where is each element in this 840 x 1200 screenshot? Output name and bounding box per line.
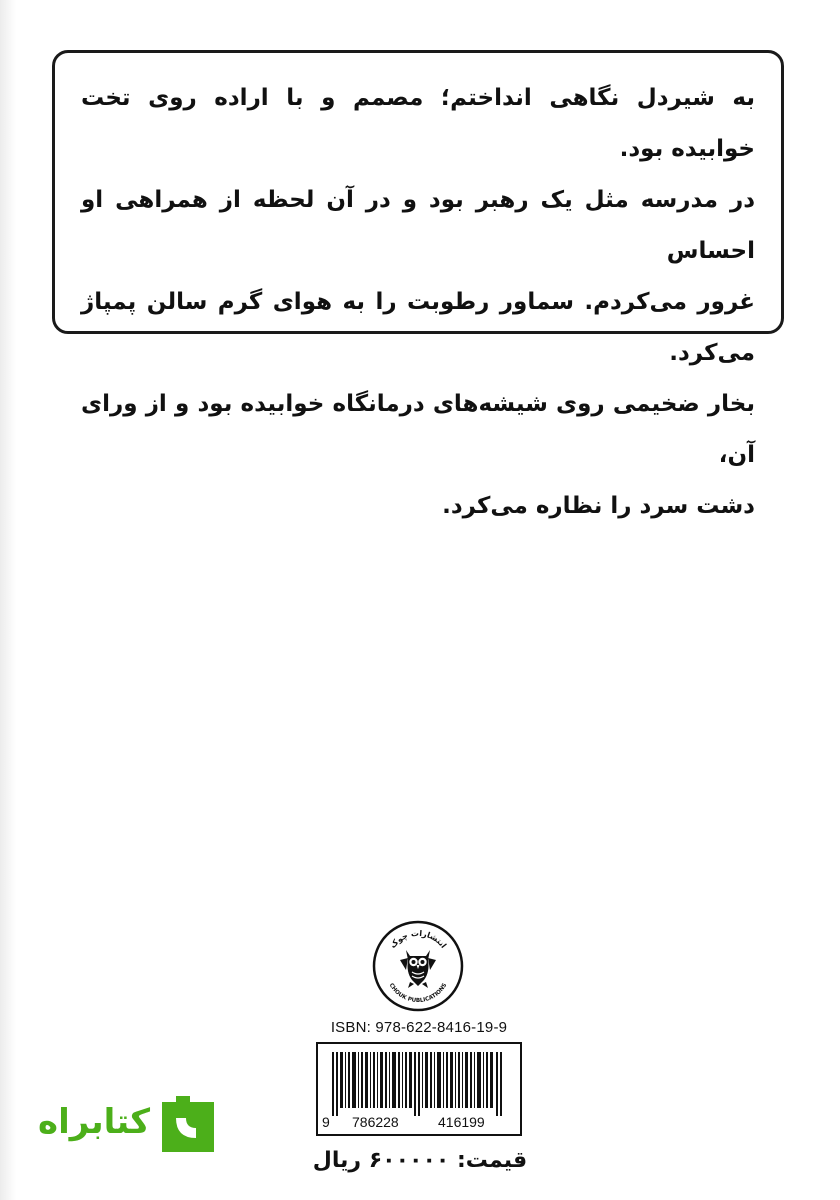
brand-name: کتابراه: [38, 1102, 151, 1142]
isbn-text: ISBN: 978-622-8416-19-9: [330, 1019, 508, 1036]
barcode-lead-digit: 9: [322, 1114, 330, 1130]
page-edge-shadow: [0, 0, 16, 1200]
publisher-logo: [372, 920, 464, 1012]
blurb-line: به شیردل نگاهی انداختم؛ مصمم و با اراده روی تخت خوابیده بود.: [81, 85, 755, 162]
blurb-line: بخار ضخیمی روی شیشه‌های درمانگاه خوابیده بود و از ورای آن،: [81, 391, 755, 468]
blurb-line: دشت سرد را نظاره می‌کرد.: [442, 493, 755, 519]
ketabrah-brand: [38, 1092, 218, 1158]
blurb-line: در مدرسه مثل یک رهبر بود و در آن لحظه از همراهی او احساس: [81, 187, 755, 264]
ketabrah-logo-icon: [156, 1092, 220, 1156]
barcode-bars: [318, 1044, 520, 1134]
barcode-group-2: 416199: [438, 1114, 485, 1130]
blurb-line: غرور می‌کردم. سماور رطوبت را به هوای گرم سالن پمپاژ می‌کرد.: [81, 289, 755, 366]
owl-icon: [372, 920, 464, 1012]
barcode-group-1: 786228: [352, 1114, 399, 1130]
publisher-name-fa: انتشارات چوک: [388, 928, 449, 950]
back-cover-blurb: [52, 50, 784, 519]
barcode: [316, 1042, 522, 1136]
blurb-text: [81, 73, 755, 532]
publisher-name-en: CHOUK PUBLICATIONS: [387, 982, 449, 1005]
price-label: قیمت: ۶۰۰۰۰۰ ریال: [312, 1148, 528, 1173]
